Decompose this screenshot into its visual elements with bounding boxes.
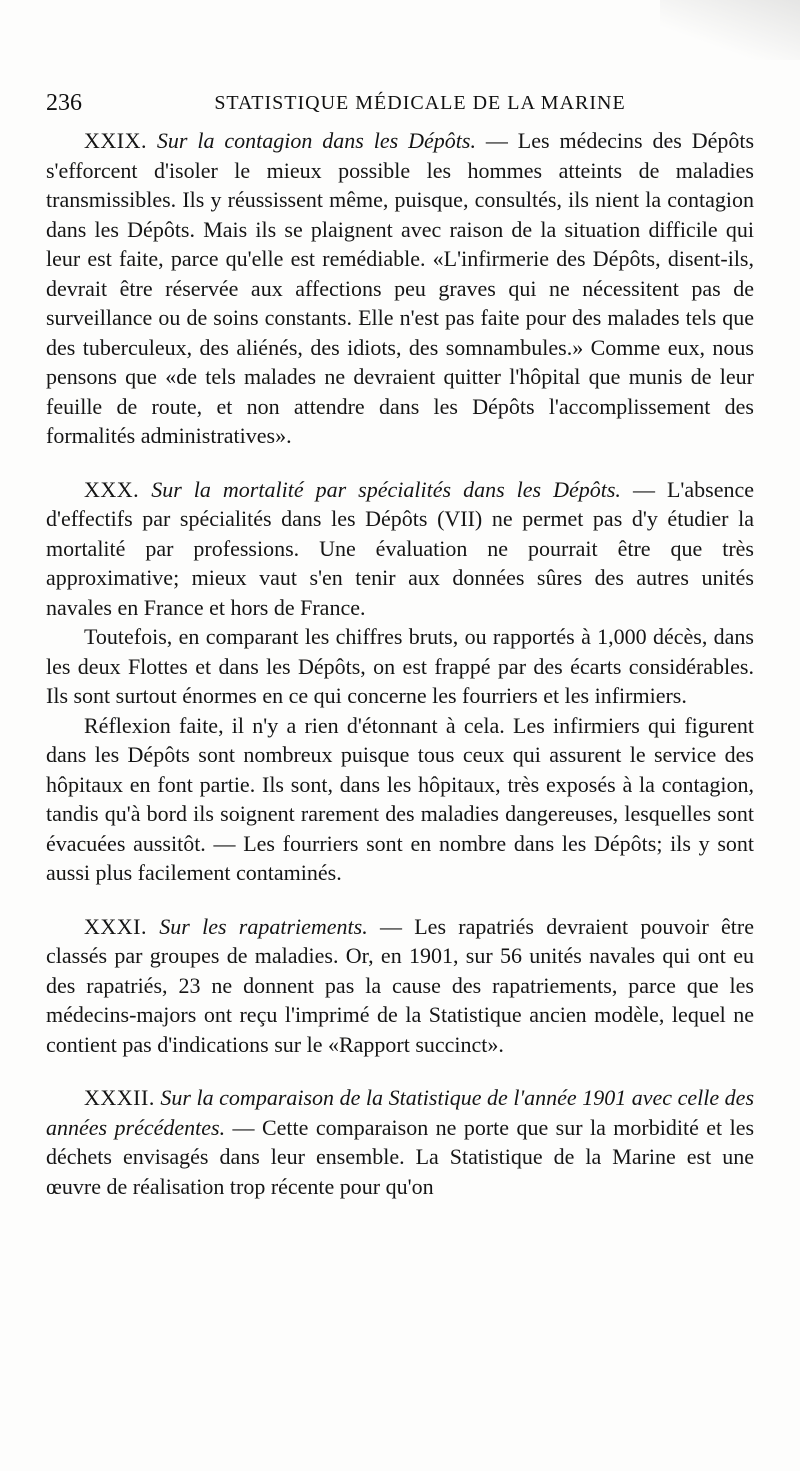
section-xxxii: [46, 1083, 754, 1201]
section-number: XXXII.: [84, 1085, 155, 1110]
paragraph-text: — Les rapatriés devraient pouvoir être classés par groupes de maladies. Or, en 1901, sur 56 unités navales qui ont eu des rapatriés, 23 ne donnent pas la cause des rapatriements, parce que les médecins-majors ont reçu l'imprimé de la Statistique ancien modèle, lequel ne contient pas d'indications sur le «Rapport succinct».: [46, 913, 755, 1057]
page-header: [46, 88, 754, 118]
paragraph-text: Toutefois, en comparant les chiffres bruts, ou rapportés à 1,000 décès, dans les deux Flottes et dans les Dépôts, on est frappé par des écarts considérables. Ils sont surtout énormes en ce qui concerne les fourriers et les infirmiers.: [46, 624, 754, 708]
section-number: XXX.: [84, 476, 140, 502]
page-stain: [660, 0, 800, 60]
section-xxix: [46, 126, 754, 451]
section-xxxi: [46, 912, 754, 1060]
paragraph-text: Réflexion faite, il n'y a rien d'étonnant à cela. Les infirmiers qui figurent dans les Dépôts sont nombreux puisque tous ceux qui assurent le service des hôpitaux en font partie. Ils sont, dans les hôpitaux, très exposés à la contagion, tandis qu'à bord ils soignent rarement des maladies dangereuses, lesquelles sont évacuées aussitôt. — Les fourriers sont en nombre dans les Dépôts; ils y sont aussi plus facilement contaminés.: [46, 712, 754, 885]
section-title: Sur la comparaison de la Statistique de l'année 1901 avec celle des années précédentes.: [46, 1085, 755, 1140]
page-number: 236: [46, 90, 82, 116]
page-body: [46, 126, 754, 1201]
paragraph: [46, 622, 754, 711]
paragraph-text: — Les médecins des Dépôts s'efforcent d'isoler le mieux possible les hommes atteints de maladies transmissibles. Ils y réussissent même, puisque, consultés, ils nient la contagion dans les Dépôts. Mais ils se plaignent avec raison de la situation difficile qui leur est faite, parce qu'elle est remédiable. «L'infirmerie des Dépôts, disent-ils, devrait être réservée aux affections peu graves qui ne nécessitent pas de surveillance ou de soins constants. Elle n'est pas faite pour des malades tels que des tuberculeux, des aliénés, des idiots, des somnambules.» Comme eux, nous pensons que «de tels malades ne devraient quitter l'hôpital que munis de leur feuille de route, et non attendre dans les Dépôts l'accomplissement des formalités administratives».: [46, 128, 755, 448]
section-number: XXXI.: [84, 913, 147, 939]
section-xxx: [46, 475, 754, 623]
section-title: Sur la contagion dans les Dépôts.: [156, 128, 476, 153]
paragraph-text: — Cette comparaison ne porte que sur la morbidité et les déchets envisagés dans leur ensemble. La Statistique de la Marine est une œuvre de réalisation trop récente pour qu'on: [46, 1114, 755, 1199]
section-title: Sur la mortalité par spécialités dans les Dépôts.: [151, 476, 621, 502]
paragraph: [46, 711, 754, 888]
running-title: STATISTIQUE MÉDICALE DE LA MARINE: [214, 92, 626, 114]
section-title: Sur les rapatriements.: [159, 913, 368, 939]
section-number: XXIX.: [84, 128, 147, 153]
paragraph-text: — L'absence d'effectifs par spécialités dans les Dépôts (VII) ne permet pas d'y étudier la mortalité par professions. Une évaluation ne pourrait être que très approximative; mieux vaut s'en tenir aux données sûres des autres unités navales en France et hors de France.: [46, 476, 755, 620]
